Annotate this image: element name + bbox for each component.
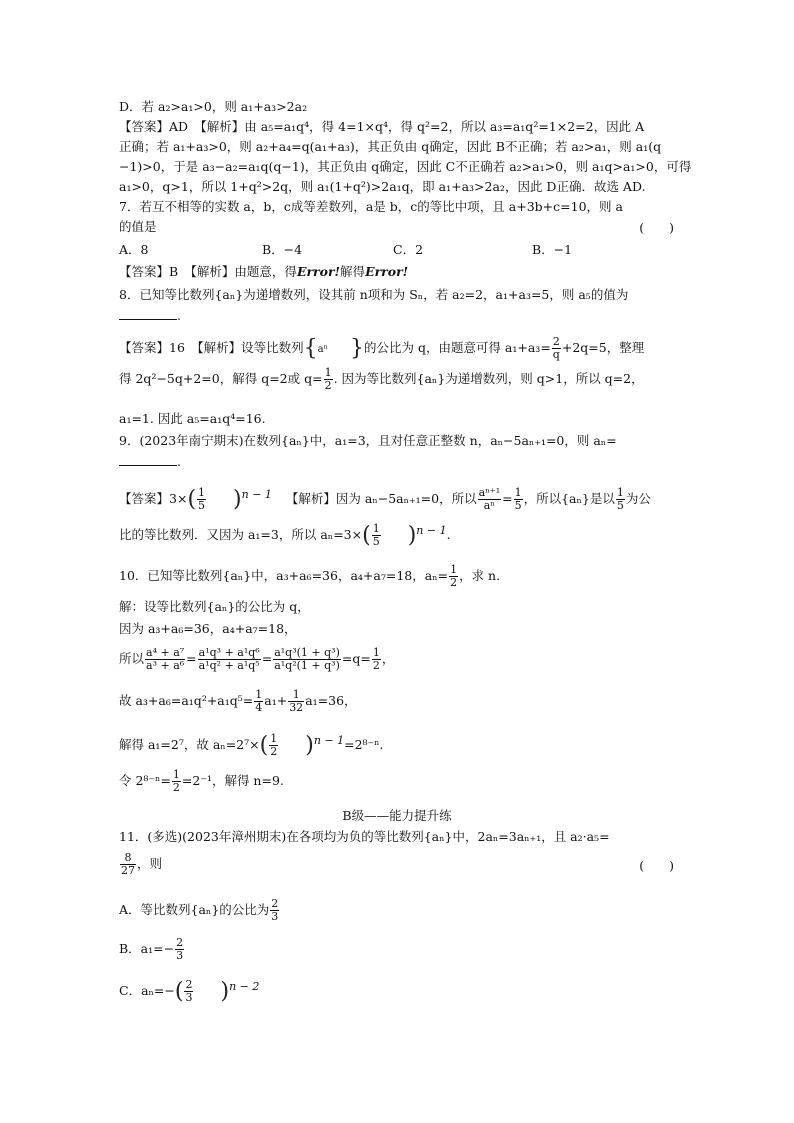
broken-symbol: aⁿ — [317, 344, 328, 355]
answer-text: 得 2q²−5q+2=0，解得 q=2或 q= — [119, 371, 323, 386]
numerator: 2 — [271, 897, 279, 910]
error-text: Error! — [365, 264, 409, 279]
period: . — [177, 308, 181, 323]
solution-text: a₁+ — [264, 693, 288, 708]
paren-glyph: ( — [362, 522, 371, 548]
solution-equation — [119, 686, 357, 716]
denominator: a³ + a⁶ — [146, 659, 185, 672]
fraction — [324, 367, 333, 392]
solution-text: 令 2⁸⁻ⁿ= — [119, 773, 171, 788]
answer-prefix: 【答案】3× — [119, 491, 188, 507]
numerator: a¹q³ + a¹q⁶ — [198, 646, 260, 659]
denominator: 3 — [176, 949, 184, 962]
numerator: a¹q³(1 + q³) — [274, 646, 340, 659]
fraction — [197, 487, 206, 512]
answer-text: . 因为等比数列{aₙ}为递增数列，则 q>1，所以 q=2， — [333, 371, 644, 386]
answer-8 — [119, 335, 644, 363]
option-a: A．8 — [119, 242, 149, 257]
fraction — [514, 487, 523, 512]
fraction — [449, 564, 458, 589]
paren-glyph: ( — [174, 978, 184, 1004]
paren-glyph: ) — [305, 732, 314, 758]
solution-text: a₁=36， — [305, 693, 357, 708]
denominator: 2 — [372, 659, 380, 672]
solution-equation — [119, 767, 284, 795]
fraction — [372, 647, 381, 672]
fraction — [269, 733, 278, 758]
denominator: 27 — [121, 864, 135, 877]
denominator: 2 — [450, 576, 458, 589]
option-c: C．2 — [393, 242, 424, 257]
fraction — [198, 647, 261, 672]
question-9: 9．(2023年南宁期末)在数列{aₙ}中，a₁=3，且对任意正整数 n，aₙ−5aₙ₊₁=0，则 aₙ= — [119, 433, 617, 448]
option-text: B．a₁=− — [119, 941, 175, 956]
answer-text: −1)>0，于是 a₃−a₂=a₁q(q−1)，其正负由 q确定，因此 C不正确若 a₂>a₁>0，则 a₁q>a₁>0，可得 — [119, 159, 692, 174]
exponent: n − 1 — [241, 488, 272, 501]
brace-glyph: { — [303, 335, 318, 361]
question-text: ，则 — [137, 856, 163, 871]
brace-glyph: } — [349, 335, 364, 361]
paren-glyph: ( — [259, 732, 269, 758]
denominator: 2 — [270, 745, 278, 759]
solution-text: 解：设等比数列{aₙ}的公比为 q， — [119, 599, 310, 614]
fraction — [552, 336, 561, 361]
option-d: B．−1 — [532, 242, 573, 257]
answer-9-cont — [119, 516, 451, 550]
solution-equation — [119, 642, 394, 676]
answer-text: 比的等比数列．又因为 a₁=3，所以 aₙ=3× — [119, 527, 363, 543]
fraction — [175, 937, 184, 962]
solution-text: ， — [381, 651, 395, 666]
option-a — [119, 896, 280, 924]
numerator: aⁿ⁺¹ — [478, 486, 501, 500]
denominator: 5 — [198, 499, 206, 513]
question-8: 8．已知等比数列{aₙ}为递增数列，设其前 n项和为 Sₙ，若 a₂=2，a₁+a₃=5，则 a₅的值为 — [119, 287, 629, 302]
answer-text: 正确；若 a₁+a₃>0，则 a₂+a₄=q(a₁+a₃)，其正负由 q确定，因此 B不正确；若 a₂>a₁，则 a₁(q — [119, 139, 662, 154]
exponent: n − 2 — [229, 980, 260, 993]
equals: = — [502, 491, 513, 507]
answer-text: 【解析】因为 aₙ−5aₙ₊₁=0，所以 — [285, 491, 477, 507]
solution-equation — [119, 726, 384, 760]
fraction — [270, 898, 279, 923]
answer-paren: ( ) — [639, 858, 674, 873]
fraction — [172, 769, 181, 794]
answer-paren: ( ) — [639, 220, 674, 235]
answer-text: +2q=5，整理 — [561, 340, 645, 355]
paren-glyph: ) — [233, 486, 242, 512]
solution-text: =2⁸⁻ⁿ. — [344, 737, 384, 753]
denominator: 5 — [616, 499, 624, 513]
numerator: 1 — [172, 768, 180, 781]
period: . — [177, 454, 181, 469]
numerator: 1 — [198, 486, 206, 500]
option-c — [119, 972, 259, 1006]
answer-text: a₁>0，q>1，所以 1+q²>2q，则 a₁(1+q²)>2a₁q，即 a₁+a₃>2a₂，因此 D正确．故选 AD. — [119, 179, 646, 194]
numerator: 8 — [120, 852, 136, 865]
fraction — [184, 979, 193, 1004]
answer-text: 【答案】AD 【解析】由 a₅=a₁q⁴，得 4=1×q⁴，得 q²=2，所以 a₃=a₁q²=1×2=2，因此 A — [119, 119, 645, 134]
numerator: 1 — [450, 563, 458, 576]
denominator: 2 — [172, 781, 180, 794]
fraction — [254, 689, 263, 714]
answer-8-cont — [119, 366, 644, 392]
numerator: 2 — [552, 335, 560, 348]
answer-8-end: a₁=1. 因此 a₅=a₁q⁴=16. — [119, 411, 266, 426]
exponent: n − 1 — [313, 734, 345, 747]
denominator: 3 — [185, 991, 193, 1005]
question-text: 10．已知等比数列{aₙ}中，a₃+a₆=36，a₄+a₇=18，aₙ= — [119, 568, 449, 583]
numerator: a⁴ + a⁷ — [146, 646, 185, 659]
fraction — [120, 852, 136, 877]
numerator: 1 — [255, 688, 263, 701]
solution-text: =2⁻¹，解得 n=9. — [181, 773, 284, 788]
denominator: a¹q²(1 + q³) — [274, 659, 340, 672]
answer-prefix: 【答案】16 【解析】设等比数列 — [119, 340, 304, 355]
denominator: 3 — [271, 910, 279, 923]
denominator: 5 — [514, 499, 522, 513]
denominator: 4 — [255, 701, 263, 714]
numerator: 1 — [616, 486, 624, 500]
answer-mid: 解得 — [340, 264, 366, 279]
question-11-cont — [119, 850, 162, 878]
answer-7 — [119, 263, 408, 281]
solution-text: 因为 a₃+a₆=36，a₄+a₇=18， — [119, 621, 297, 636]
fraction — [288, 689, 304, 714]
paren-glyph: ) — [220, 978, 230, 1004]
fraction — [478, 487, 502, 512]
option-b: B．−4 — [262, 242, 303, 257]
numerator: 1 — [270, 732, 278, 746]
question-text: ，求 n. — [459, 568, 501, 583]
denominator: aⁿ — [483, 499, 496, 513]
equals: = — [261, 651, 273, 666]
answer-prefix: 【答案】B 【解析】由题意，得 — [119, 264, 297, 279]
paren-glyph: ( — [187, 486, 197, 512]
answer-blank — [119, 307, 177, 320]
fraction — [273, 647, 341, 672]
paren-glyph: ) — [407, 522, 417, 548]
numerator: 1 — [288, 689, 304, 702]
answer-blank-line — [119, 307, 181, 325]
fraction — [372, 523, 381, 548]
denominator: 2 — [324, 379, 332, 392]
answer-text: 的公比为 q，由题意可得 a₁+a₃= — [363, 340, 551, 355]
equals: = — [186, 651, 197, 666]
answer-9 — [119, 480, 651, 514]
error-text: Error! — [296, 264, 341, 279]
fraction — [616, 487, 625, 512]
option-text: A．等比数列{aₙ}的公比为 — [119, 902, 270, 917]
section-heading: B级——能力提升练 — [342, 808, 452, 823]
question-7-cont: 的值是 — [119, 219, 157, 234]
denominator: 32 — [289, 701, 304, 714]
denominator: q — [552, 348, 560, 361]
answer-text: ，所以{aₙ}是以 — [523, 491, 615, 507]
denominator: 5 — [372, 535, 380, 549]
question-7: 7．若互不相等的实数 a，b，c成等差数列，a是 b，c的等比中项，且 a+3b+c=10，则 a — [119, 199, 623, 214]
exponent: n − 1 — [416, 524, 447, 537]
period: . — [446, 527, 451, 543]
solution-text: 所以 — [119, 651, 145, 666]
question-10 — [119, 563, 500, 589]
answer-blank — [119, 453, 177, 466]
option-text: C．aₙ=− — [119, 983, 175, 999]
option-b — [119, 935, 185, 963]
question-11: 11．(多选)(2023年漳州期末)在各项均为负的等比数列{aₙ}中，2aₙ=3aₙ₊₁，且 a₂·a₅= — [119, 829, 610, 844]
answer-text: 为公 — [625, 491, 651, 507]
numerator: 1 — [324, 366, 332, 379]
solution-text: 故 a₃+a₆=a₁q²+a₁q⁵= — [119, 693, 254, 708]
fraction — [145, 647, 185, 672]
solution-text: =q= — [341, 651, 371, 666]
numerator: 2 — [176, 936, 184, 949]
solution-text: 解得 a₁=2⁷，故 aₙ=2⁷× — [119, 737, 260, 753]
option-d: D．若 a₂>a₁>0，则 a₁+a₃>2a₂ — [119, 99, 308, 114]
numerator: 1 — [372, 646, 380, 659]
numerator: 2 — [185, 978, 193, 992]
denominator: a¹q² + a¹q⁵ — [198, 659, 260, 672]
answer-blank-line — [119, 453, 181, 471]
numerator: 1 — [372, 522, 380, 536]
numerator: 1 — [514, 486, 522, 500]
